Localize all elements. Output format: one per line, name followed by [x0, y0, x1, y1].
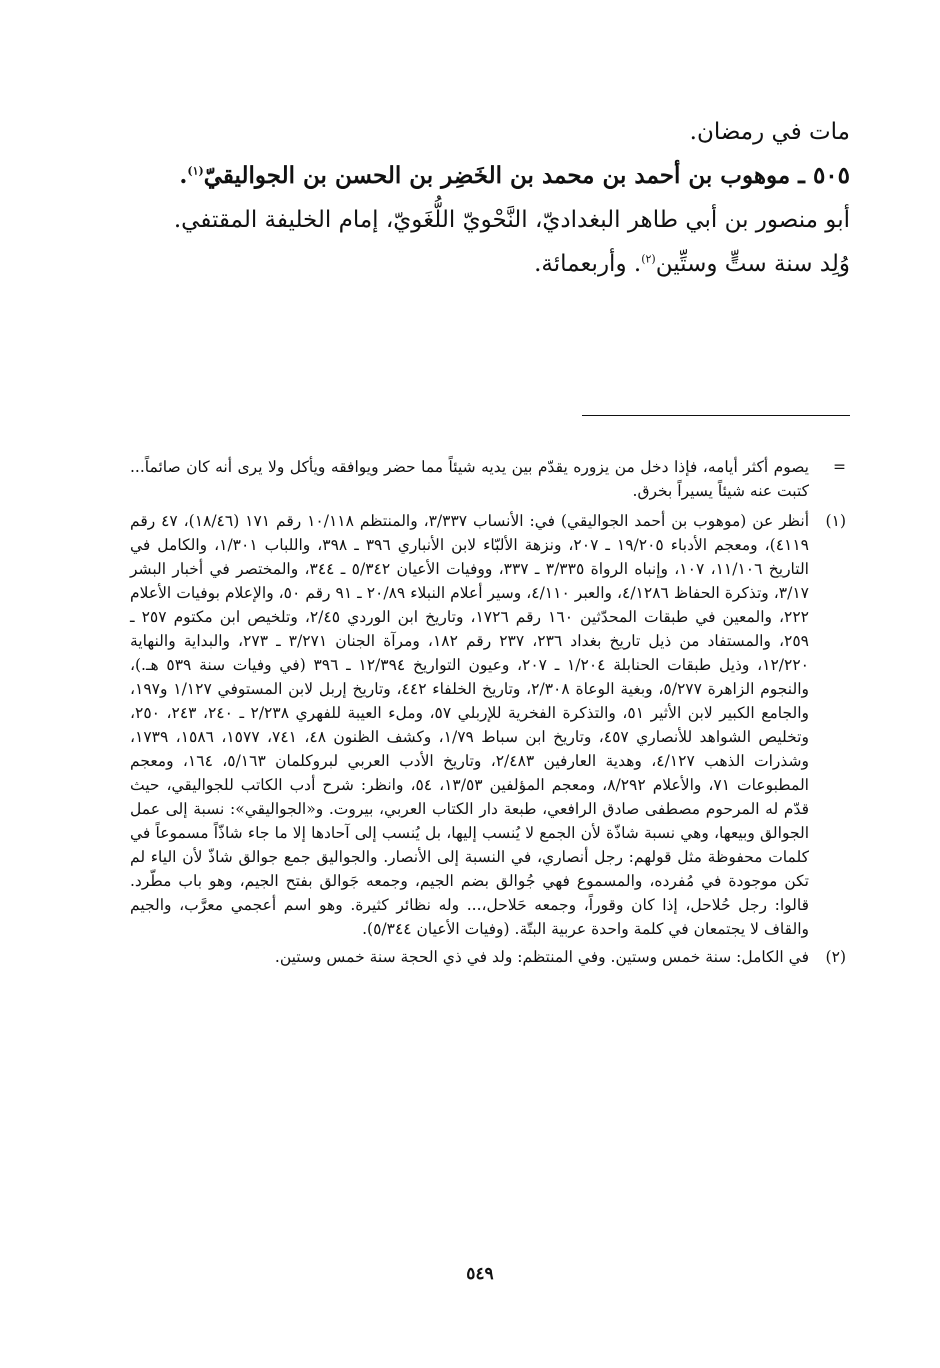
entry-number: ٥٠٥ [812, 162, 850, 189]
paragraph: أبو منصور بن أبي طاهر البغداديّ، النَّحْويّ اللُّغَويّ، إمام الخليفة المقتفي. [173, 207, 850, 233]
entry-title [130, 154, 850, 198]
birth-text-end: . وأربعمائة. [534, 251, 642, 277]
footnote-continued [130, 455, 846, 503]
footnote-separator [582, 415, 850, 416]
footnote-text: أنظر عن (موهوب بن أحمد الجواليقي) في: الأنساب ٣/٣٣٧، والمنتظم ١٠/١١٨ رقم ١٧١ (١٨/٤٦)، ٤٧ رقم ٤١١٩)، ومعجم الأدباء ١٩/٢٠٥ ـ ٢٠٧، ونزهة الألبّاء لابن الأنباري ٣٩٦ ـ ٣٩٨، واللباب ١/٣٠١، والكامل في التاريخ ١١/١٠٦، ١٠٧، وإنباه الرواة ٣/٣٣٥ ـ ٣٣٧، ووفيات الأعيان ٥/٣٤٢ ـ ٣٤٤، والمختصر في أخبار البشر ٣/١٧، وتذكرة الحفاظ ٤/١٢٨٦، والعبر ٤/١١٠، وسير أعلام النبلاء ٢٠/٨٩ ـ ٩١ رقم ٥٠، والإعلام بوفيات الأعلام ٢٢٢، والمعين في طبقات المحدّثين ١٦٠ رقم ١٧٢٦، وتاريخ ابن الوردي ٢/٤٥، وتلخيص ابن مكتوم ٢٥٧ ـ ٢٥٩، والمستفاد من ذيل تاريخ بغداد ٢٣٦، ٢٣٧ رقم ١٨٢، ومرآة الجنان ٣/٢٧١ ـ ٢٧٣، والبداية والنهاية ١٢/٢٢٠، وذيل طبقات الحنابلة ١/٢٠٤ ـ ٢٠٧، وعيون التواريخ ١٢/٣٩٤ ـ ٣٩٦ (في وفيات سنة ٥٣٩ هـ.)، والنجوم الزاهرة ٥/٢٧٧، وبغية الوعاة ٢/٣٠٨، وتاريخ الخلفاء ٤٤٢، وتاريخ إربل لابن المستوفي ١/١٢٧ و١٩٧، والجامع الكبير لابن الأثير ٥١، والتذكرة الفخرية للإربلي ٥٧، وملء العيبة للفهري ٢/٢٣٨ ـ ٢٤٠، ٢٤٣، ٢٥٠، وتخليص الشواهد للأنصاري ٤٥٧، وتاريخ ابن سباط ١/٧٩، وكشف الظنون ٤٨، ٧٤١، ١٥٧٧، ١٥٨٦، ١٧٣٩، وشذرات الذهب ٤/١٢٧، وهدية العارفين ٢/٤٨٣، وتاريخ الأدب العربي لبروكلمان ٥/١٦٣، ١٦٤، ومعجم المطبوعات ٧١، والأعلام ٨/٢٩٢، ومعجم المؤلفين ١٣/٥٣، ٥٤، وانظر: شرح أدب الكاتب للجواليقي، حيث قدّم له المرحوم مصطفى صادق الرافعي، طبعة دار الكتاب العربي، بيروت. و«الجواليقي»: نسبة إلى عمل الجوالق وبيعها، وهي نسبة شاذّة لأن الجمع لا يُنسب إليها، بل يُنسب إلى آحادها إلا ما جاء شاذّاً مسموعاً في كلمات محفوظة مثل قولهم: رجل أنصاري، في النسبة إلى الأنصار. والجواليق جمع جوالق شاذّ لأن الياء لم تكن موجودة في مُفرده، والمسموع فهي جُوالق بضم الجيم، وجمعه جَوالق بفتح الجيم، وهو باب مطّرد. قالوا: رجل حُلاحل، إذا كان وقوراً، وجمعه حَلاحل،... وله نظائر كثيرة. وهو اسم أعجمي معرَّب، والجيم والقاف لا يجتمعان في كلمة واحدة عربية البتّة. (وفيات الأعيان ٥/٣٤٤). [130, 512, 810, 938]
paragraph [130, 242, 850, 286]
footnote-text: في الكامل: سنة خمس وستين. وفي المنتظم: ولد في ذي الحجة سنة خمس وستين. [274, 948, 809, 966]
footnote-mark: (١) [825, 512, 846, 530]
footnote-ref: (١) [187, 164, 204, 178]
footnote-2 [130, 945, 846, 969]
text-line: مات في رمضان. [689, 119, 850, 145]
entry-title-end: . [179, 162, 188, 189]
footnotes [130, 455, 846, 969]
main-text [130, 110, 850, 286]
footnote-1 [130, 509, 846, 941]
entry-name: ـ موهوب بن أحمد بن محمد بن الخَضِر بن الحسن بن الجواليقيّ [203, 162, 813, 189]
page-number: ٥٤٩ [466, 1264, 494, 1284]
footnote-mark: = [833, 458, 846, 476]
footnote-ref: (٢) [641, 252, 656, 266]
footnote-mark: (٢) [825, 948, 846, 966]
footnote-text: يصوم أكثر أيامه، فإذا دخل من يزوره يقدّم بين يديه شيئاً مما حضر ويوافقه ويأكل ولا يرى أنه كان صائماً... كتبت عنه شيئاً يسيراً بخرق. [130, 458, 809, 500]
birth-text: وُلِد سنة ستٍّ وستِّين [655, 251, 850, 277]
